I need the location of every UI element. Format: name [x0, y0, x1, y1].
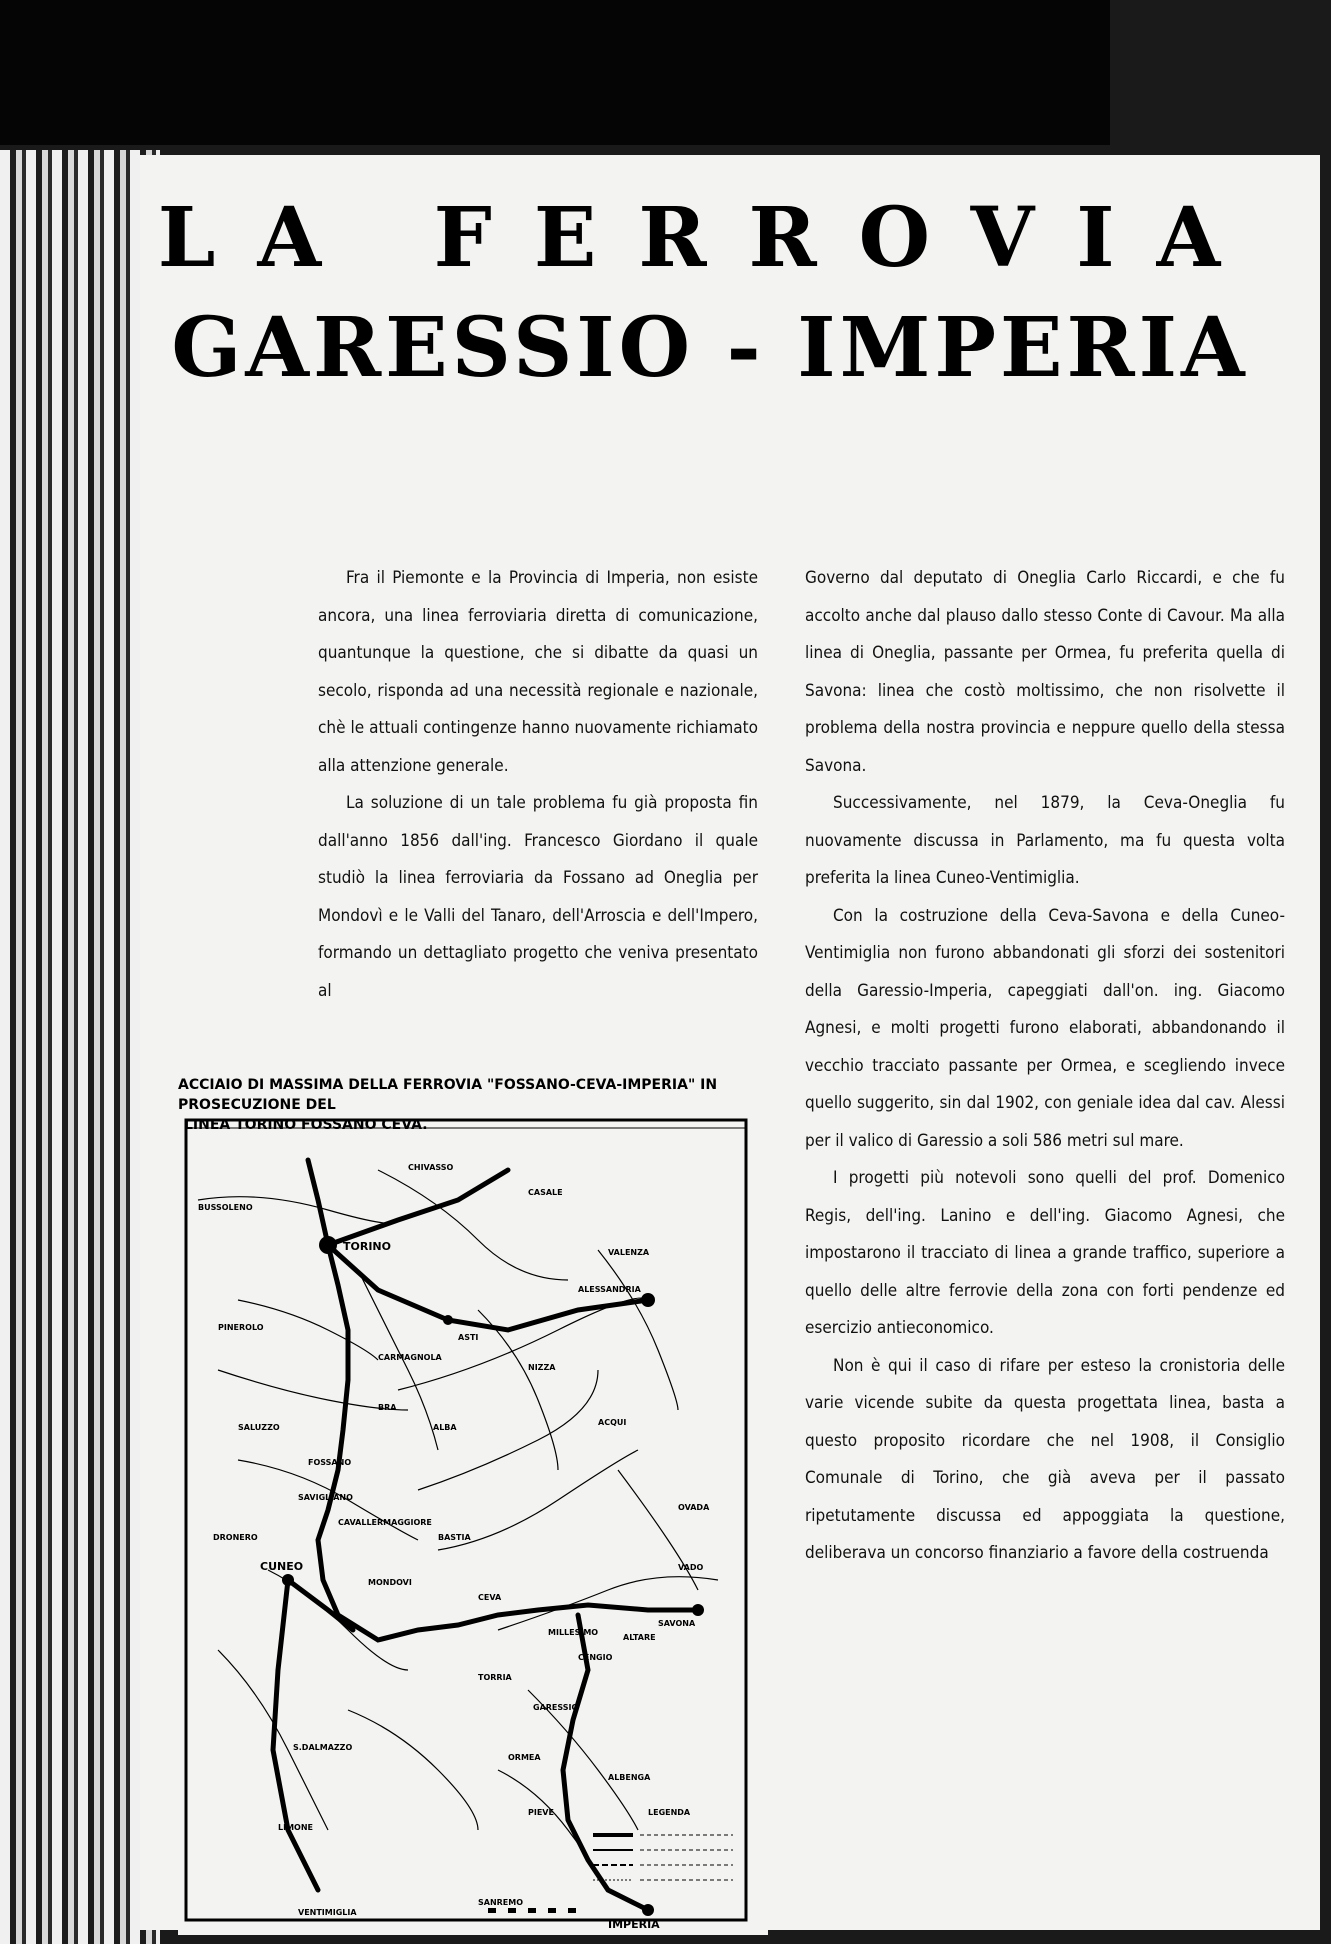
label-torino: TORINO — [343, 1240, 391, 1253]
paragraph: I progetti più notevoli sono quelli del prof. Domenico Regis, dell'ing. Lanino e dell'ing. Giacomo Agnesi, che impostarono il tracciato di linea a grande traffico, superiore a quello delle altre ferrovie della zona con forti pendenze ed esercizio antieconomico. — [805, 1168, 1285, 1338]
main-railway — [273, 1160, 698, 1910]
label-nizza: NIZZA — [528, 1363, 556, 1372]
label-casale: CASALE — [528, 1188, 563, 1197]
label-saluzzo: SALUZZO — [238, 1423, 280, 1432]
railway-map — [178, 1070, 768, 1935]
paragraph: Con la costruzione della Ceva-Savona e della Cuneo-Ventimiglia non furono abbandonati gli sforzi dei sostenitori della Garessio-Imperia, capeggiati dall'on. ing. Giacomo Agnesi, e molti progetti furono elaborati, abbandonando il vecchio tracciato passante per Ormea, e scegliendo invece quello suggerito, sin dal 1902, con geniale idea dal cav. Alessi per il valico di Garessio a soli 586 metri sul mare. — [805, 905, 1285, 1151]
title-line-2: GARESSIO - IMPERIA — [171, 300, 1249, 396]
label-ceva: CEVA — [478, 1593, 502, 1602]
label-cuneo: CUNEO — [260, 1560, 304, 1573]
map-frame — [186, 1120, 746, 1920]
paragraph: Governo dal deputato di Oneglia Carlo Riccardi, e che fu accolto anche dal plauso dallo stesso Conte di Cavour. Ma alla linea di Oneglia, passante per Ormea, fu preferita quella di Savona: linea che costò moltissimo, che non risolvette il problema della nostra provincia e neppure quello della stessa Savona. — [805, 568, 1285, 776]
asti-marker — [443, 1315, 453, 1325]
label-alessandria: ALESSANDRIA — [578, 1285, 641, 1294]
legend-title: LEGENDA — [648, 1808, 691, 1817]
label-alba: ALBA — [433, 1423, 457, 1432]
label-valenza: VALENZA — [608, 1248, 650, 1257]
label-millesimo: MILLESIMO — [548, 1628, 599, 1637]
label-ventimiglia: VENTIMIGLIA — [298, 1908, 357, 1917]
torino-marker — [319, 1236, 337, 1254]
label-imperia: IMPERIA — [608, 1918, 660, 1931]
map-caption — [178, 1075, 763, 1135]
alessandria-marker — [641, 1293, 655, 1307]
map-scale-bar — [488, 1908, 576, 1913]
label-vado: VADO — [678, 1563, 704, 1572]
label-limone: LIMONE — [278, 1823, 313, 1832]
label-bra: BRA — [378, 1403, 397, 1412]
imperia-marker — [642, 1904, 654, 1916]
map-legend — [593, 1808, 733, 1880]
map-caption-line-2: LINEA TORINO FOSSANO CEVA. — [184, 1117, 428, 1133]
cuneo-marker — [282, 1574, 294, 1586]
label-cengio: CENGIO — [578, 1653, 613, 1662]
secondary-lines — [198, 1170, 718, 1890]
label-garessio: GARESSIO — [533, 1703, 579, 1712]
label-asti: ASTI — [458, 1333, 479, 1342]
paragraph: Non è qui il caso di rifare per esteso la cronistoria delle varie vicende subite da questa progettata linea, basta a questo proposito ricordare che nel 1908, il Consiglio Comunale di Torino, che già aveva per il passato ripetutamente discussa ed appoggiata la questione, deliberava un concorso finanziario a favore della costruenda — [805, 1355, 1285, 1563]
map-caption-line-1: ACCIAIO DI MASSIMA DELLA FERROVIA "FOSSANO-CEVA-IMPERIA" IN PROSECUZIONE DEL — [178, 1077, 718, 1113]
label-altare: ALTARE — [623, 1633, 656, 1642]
label-sanremo: SANREMO — [478, 1898, 524, 1907]
left-column-text — [318, 560, 758, 1010]
label-carmagnola: CARMAGNOLA — [378, 1353, 442, 1362]
book-spine-edges — [0, 150, 160, 1944]
label-ormea: ORMEA — [508, 1753, 541, 1762]
label-albenga: ALBENGA — [608, 1773, 651, 1782]
right-column-text — [805, 560, 1285, 1573]
label-chivasso: CHIVASSO — [408, 1163, 454, 1172]
label-cavallermaggiore: CAVALLERMAGGIORE — [338, 1518, 432, 1527]
savona-marker — [692, 1604, 704, 1616]
label-bussoleno: BUSSOLENO — [198, 1203, 253, 1212]
label-savona: SAVONA — [658, 1619, 696, 1628]
city-markers — [282, 1236, 704, 1916]
top-black-band — [0, 0, 1110, 145]
label-savigliano: SAVIGLIANO — [298, 1493, 353, 1502]
label-dronero: DRONERO — [213, 1533, 258, 1542]
label-fossano: FOSSANO — [308, 1458, 352, 1467]
label-ovada: OVADA — [678, 1503, 710, 1512]
paragraph: Successivamente, nel 1879, la Ceva-Oneglia fu nuovamente discussa in Parlamento, ma fu questa volta preferita la linea Cuneo-Ventimiglia. — [805, 793, 1285, 888]
paragraph: La soluzione di un tale problema fu già proposta fin dall'anno 1856 dall'ing. Francesco Giordano il quale studiò la linea ferroviaria da Fossano ad Oneglia per Mondovì e le Valli del Tanaro, dell'Arroscia e dell'Impero, formando un dettagliato progetto che veniva presentato al — [318, 793, 758, 1001]
label-torria: TORRIA — [478, 1673, 512, 1682]
title-line-1: LA FERROVIA — [157, 190, 1263, 286]
label-pieve: PIEVE — [528, 1808, 554, 1817]
label-bastia: BASTIA — [438, 1533, 471, 1542]
label-mondovi: MONDOVI — [368, 1578, 412, 1587]
label-acqui: ACQUI — [598, 1418, 627, 1427]
label-pinerolo: PINEROLO — [218, 1323, 264, 1332]
paragraph: Fra il Piemonte e la Provincia di Imperia, non esiste ancora, una linea ferroviaria diretta di comunicazione, quantunque la questione, che si dibatte da quasi un secolo, risponda ad una necessità regionale e nazionale, chè le attuali contingenze hanno nuovamente richiamato alla attenzione generale. — [318, 568, 758, 776]
label-dalmazzo: S.DALMAZZO — [293, 1743, 353, 1752]
